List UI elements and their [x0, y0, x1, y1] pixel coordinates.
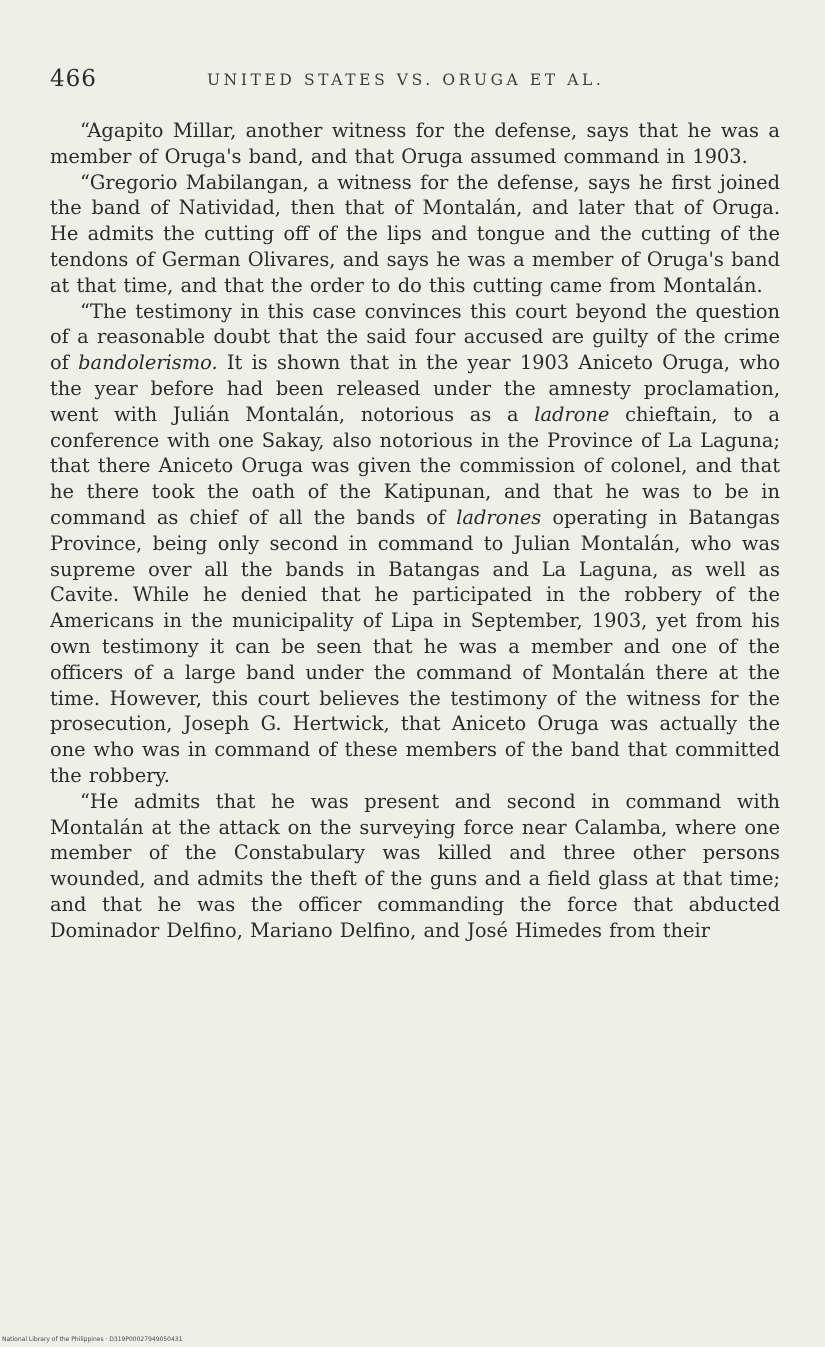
running-title: UNITED STATES VS. ORUGA ET AL.: [207, 71, 605, 89]
document-body: [50, 118, 780, 944]
paragraph-text: operating in Batangas Province, being only second in command to Julian Montalán, who was supreme over all the bands in Batangas and La Laguna, as well as Cavite. While he denied that he participated in the robbery of the Americans in the municipality of Lipa in September, 1903, yet from his own testimony it can be seen that he was a member and one of the officers of a large band under the command of Montalán there at the time. However, this court believes the testimony of the witness for the prosecution, Joseph G. Hertwick, that Aniceto Oruga was actually the one who was in command of these members of the band that committed the robbery.: [50, 505, 780, 787]
paragraph-text: chieftain, to a conference with one Sakay, also notorious in the Province of La Laguna; that there Aniceto Oruga was given the commission of colonel, and that he there took the oath of the Katipunan, and that he was to be in command as chief of all the bands of: [50, 402, 780, 529]
paragraph-calamba-attack: “He admits that he was present and second in command with Montalán at the attack on the surveying force near Calamba, where one member of the Constabulary was killed and three other persons wounded, and admits the theft of the guns and a field glass at that time; and that he was the officer commanding the force that abducted Dominador Delfino, Mariano Delfino, and José Himedes from their: [50, 789, 780, 942]
italic-term: ladrone: [534, 402, 610, 426]
italic-term: ladrones: [456, 505, 542, 529]
paragraph-court-findings: [50, 299, 780, 789]
paragraph-text: “The testimony in this case convinces this court beyond the question of a reasonable doubt that the said four accused are guilty of the crime of: [50, 299, 780, 375]
paragraph-text: It is shown that in the year 1903 Aniceto Oruga, who the year before had been released under the amnesty proclamation, went with Julián Montalán, notorious as a: [50, 351, 780, 426]
scan-credit: National Library of the Philippines · D319P00027949050431: [2, 1336, 183, 1343]
paragraph-agapito-millar: “Agapito Millar, another witness for the defense, says that he was a member of Oruga's band, and that Oruga assumed command in 1903.: [50, 119, 780, 168]
italic-term: bandolerismo.: [78, 351, 218, 375]
page-number: 466: [50, 66, 97, 92]
paragraph-gregorio-mabilangan: “Gregorio Mabilangan, a witness for the defense, says he first joined the band of Natividad, then that of Montalán, and later that of Oruga. He admits the cutting off of the lips and tongue and the cutting of the tendons of German Olivares, and says he was a member of Oruga's band at that time, and that the order to do this cutting came from Montalán.: [50, 170, 780, 297]
